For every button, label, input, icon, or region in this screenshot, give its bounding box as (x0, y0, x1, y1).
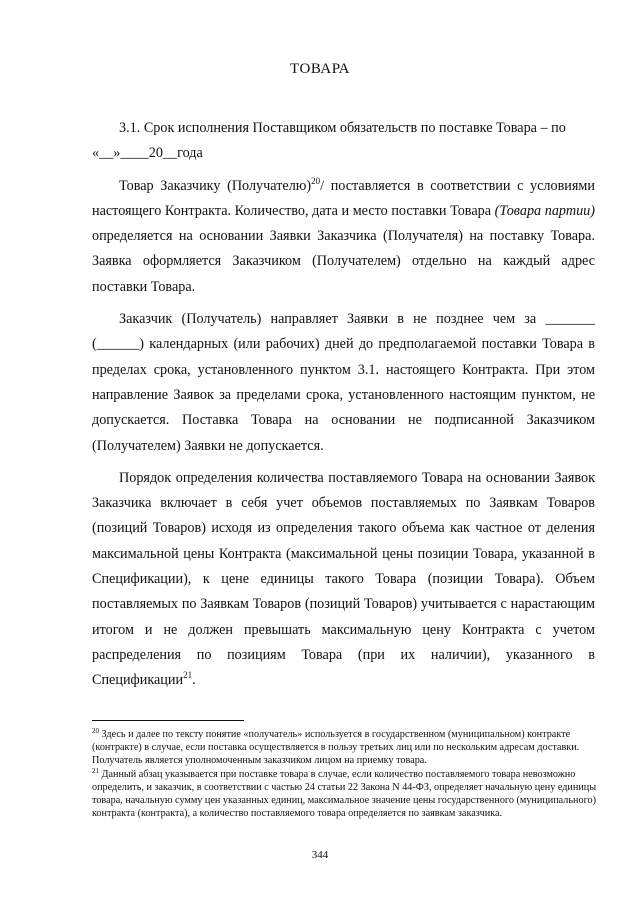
footnote-21 (92, 768, 602, 821)
footnote-20 (92, 728, 602, 768)
footnote-21-text: Данный абзац указывается при поставке товара в случае, если количество поставляемого товара невозможно определить, и заказчик, в соответствии с частью 24 статьи 22 Закона N 44-ФЗ, определяет начальную цену единицы товара, начальную сумму цен указанных единиц, максимальное значение цены государственного (муниципального) контракта (контракта), а количество поставляемого товара определяется по заявкам заказчика. (92, 768, 597, 820)
paragraph-delivery-text-c: определяется на основании Заявки Заказчика (Получателя) на поставку Товара. Заявка оформляется Заказчиком (Получателем) отдельно на каждый адрес поставки Товара. (92, 228, 595, 295)
paragraph-quantity-end: . (192, 672, 196, 689)
paragraph-requests: Заказчик (Получатель) направляет Заявки в не позднее чем за _______ (______) календарных (или рабочих) дней до предполагаемой поставки Товара в пределах срока, установленного пунктом 3.1. настоящего Контракта. При этом направление Заявок за пределами срока, установленного настоящим пунктом, не допускается. Поставка Товара на основании не подписанной Заказчиком (Получателем) Заявки не допускается. (92, 311, 595, 454)
paragraph-delivery-text-a: Товар Заказчику (Получателю) (119, 177, 312, 194)
paragraph-quantity (92, 466, 595, 694)
footnote-separator (92, 720, 244, 721)
footnote-ref-20: 20 (311, 175, 321, 186)
clause-3-1-date (92, 141, 595, 166)
clause-3-1-line2: «__»____20__года (92, 145, 203, 162)
footnote-20-text: Здесь и далее по тексту понятие «получатель» используется в государственном (муниципальном) контракте (контракте) в случае, если поставка осуществляется в пользу третьих лиц или по нескольким адресам доставки. Получатель является уполномоченным заказчиком лицом на приемку товара. (92, 729, 580, 767)
footnotes (92, 728, 602, 820)
body-text (92, 116, 595, 701)
footnote-20-number: 20 (92, 727, 99, 735)
footnote-21-number: 21 (92, 766, 99, 775)
paragraph-delivery (92, 174, 595, 300)
footnote-ref-21: 21 (183, 670, 193, 681)
paragraph-delivery-italic: (Товара партии) (494, 202, 595, 219)
page-number: 344 (311, 849, 329, 861)
paragraph-delivery-text-b: / поставляется в соответствии с условиями настоящего Контракта. Количество, дата и место поставки Товара (92, 177, 595, 219)
section-title: ТОВАРА (290, 61, 350, 77)
clause-3-1 (92, 116, 595, 141)
clause-3-1-line1: 3.1. Срок исполнения Поставщиком обязательств по поставке Товара – по (119, 120, 566, 136)
paragraph-quantity-text: Порядок определения количества поставляемого Товара на основании Заявок Заказчика включает в себя учет объемов поставляемых по Заявкам Товаров (позиций Товаров) исходя из определения такого объема как частное от деления максимальной цены Контракта (максимальной цены позиции Товара, указанной в Спецификации), к цене единицы такого Товара (позиции Товара). Объем поставляемых по Заявкам Товаров (позиций Товаров) учитывается с нарастающим итогом и не должен превышать максимальную цену Контракта с учетом распределения по позициям Товара (при их наличии), указанного в Спецификации (92, 469, 595, 689)
